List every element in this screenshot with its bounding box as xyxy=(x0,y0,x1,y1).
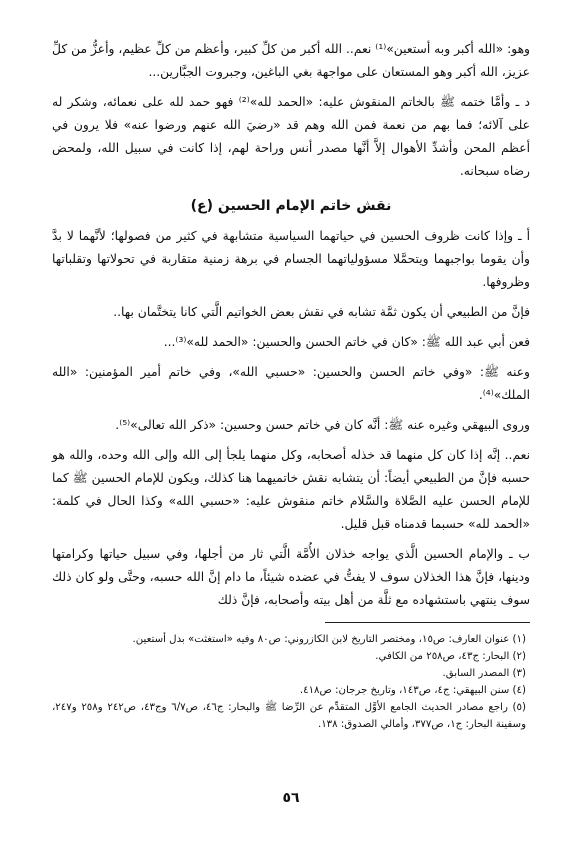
paragraph-alif: أ ـ وإذا كانت ظروف الحسين في حياتهما السياسية متشابهة في كثير من فصولها؛ لأنَّهما لا بدَّ وأن يقوما بواجبهما ويتحمَّلا مسؤولياتهما الجسام في برهة زمنية متقاربة في تحولاتها وتقلباتها وظروفها. xyxy=(52,229,530,289)
footnote-3: (٣) المصدر السابق. xyxy=(442,668,526,679)
paragraph-naam: نعم.. إنَّه إذا كان كل منهما قد خذله أصحابه، وكل منهما يلجأ إلى الله وإلى الله وحده، والله هو حسبه فإنَّ من الطبيعي أيضاً: أن يتشابه نقش خاتميهما هنا كذلك، ويكون للإمام الحسين ﷺ كما للإمام الحسن عليه الصَّلاة والسَّلام خاتم منقوش عليه: «حسبي الله» وكذا الحال في كلمة: «الحمد لله» حسبما قدمناه قبل قليل. xyxy=(52,448,530,531)
footnote-5: (٥) راجع مصادر الحديث الجامع الأوَّل المتقدِّم عن الرِّضا ﷺ والبحار: ج٤٦، ص٦/٧ وج٤٣، ص٢٤٢ و٢٥٨ و٢٤٧، وسفينة البحار: ج١، ص٣٧٧، وأمالي الصدوق: ١٣٨. xyxy=(52,702,526,730)
page-number: ٥٦ xyxy=(282,790,300,806)
paragraph-ba: ب ـ والإمام الحسين الَّذي يواجه خذلان الأُمَّة الَّتي ثار من أجلها، وفي سبيل حياتها وكرامتها ودينها، فإنَّ هذا الخذلان سوف لا يفتُّ في عضده شيئاً، ما دام إنَّ الله حسبه، وحتَّى ولو كان ذلك سوف ينتهي باستشهاده مع ثلَّة من أهل بيته وأصحابه، فإنَّ ذلك xyxy=(52,547,530,607)
footnote-2: (٢) البحار: ج٤٣، ص٢٥٨ من الكافي. xyxy=(375,651,526,662)
paragraph-narration-2: وعنه ﷺ: «وفي خاتم الحسن والحسين: «حسبي الله»، وفي خاتم أمير المؤمنين: «الله الملك»⁽⁴⁾. xyxy=(52,365,530,402)
paragraph-bayhaqi: وروى البيهقي وغيره عنه ﷺ: أنَّه كان في خاتم حسن وحسين: «ذكر الله تعالى»⁽⁵⁾. xyxy=(115,418,530,432)
footnote-4: (٤) سنن البيهقي: ج٤، ص١٤٣، وتاريخ جرجان: ص٤١٨. xyxy=(299,685,526,696)
footnote-divider xyxy=(325,622,530,623)
footnote-1: (١) عنوان العارف: ص١٥، ومختصر التاريخ لابن الكازروني: ص٨٠ وفيه «استغثت» بدل أستعين. xyxy=(132,634,526,645)
paragraph-takbir: وهو: «الله أكبر وبه أستعين»⁽¹⁾ نعم.. الله أكبر من كلِّ كبير، وأعظم من كلِّ عظيم، وأعزُّ من كلِّ عزيز، الله أكبر وهو المستعان على مواجهة بغي الباغين، وجبروت الجبَّارين... xyxy=(52,42,530,79)
paragraph-hamd: د ـ وأمَّا ختمه ﷺ بالخاتم المنقوش عليه: «الحمد لله»⁽²⁾ فهو حمد لله على نعمائه، وشكر له على آلائه؛ فما بهم من نعمة فمن الله وهم قد «رضيَ الله عنهم ورضوا عنه» فلا يرون في أعظم المحن وأشدِّ الأهوال إلاَّ أنَّها مصدر أنس وراحة لهم، إذا كانت في سبيل الله، ولمحض رضاه سبحانه. xyxy=(52,95,530,178)
footnotes xyxy=(52,631,530,733)
paragraph-narration-1: فعن أبي عبد الله ﷺ: «كان في خاتم الحسن والحسين: «الحمد لله»⁽³⁾... xyxy=(163,335,530,349)
section-heading: نقش خاتم الإمام الحسين (ع) xyxy=(190,198,392,214)
paragraph-tashabuh: فإنَّ من الطبيعي أن يكون ثمَّة تشابه في نقش بعض الخواتيم الَّتي كانا يتختَّمان بها.. xyxy=(113,305,530,319)
